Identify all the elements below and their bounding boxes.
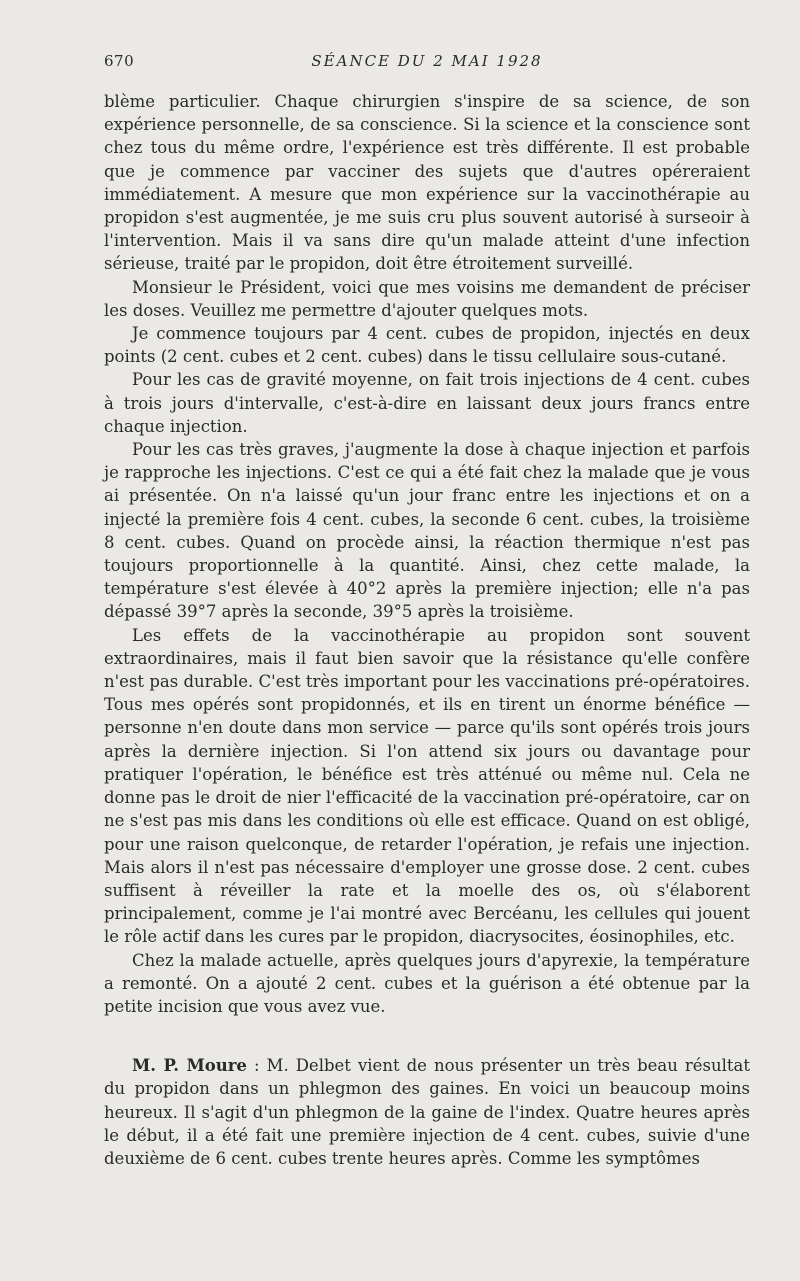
paragraph: Je commence toujours par 4 cent. cubes de propidon, injectés en deux points (2 cent. cubes et 2 cent. cubes) dans le tissu cellulaire sous-cutané. xyxy=(104,324,750,367)
page-header xyxy=(104,52,750,76)
paragraph: Chez la malade actuelle, après quelques jours d'apyrexie, la température a remonté. On a ajouté 2 cent. cubes et la guérison a été obtenue par la petite incision que vous avez vue. xyxy=(104,950,750,1016)
article-body xyxy=(104,90,750,1170)
paragraph-continuation: blème particulier. Chaque chirurgien s'inspire de sa science, de son expérience personnelle, de sa conscience. Si la science et la conscience sont chez tous du même ordre, l'expérience est très différente. Il est probable que je commence par vacciner des sujets que d'autres opéreraient immédiatement. A mesure que mon expérience sur la vaccinothérapie au propidon s'est augmentée, je me suis cru plus souvent autorisé à surseoir à l'intervention. Mais il va sans dire qu'un malade atteint d'une infection sérieuse, traité par le propidon, doit être étroitement surveillé. xyxy=(104,92,750,274)
paragraph: Pour les cas très graves, j'augmente la dose à chaque injection et parfois je rapproche les injections. C'est ce qui a été fait chez la malade que je vous ai présentée. On n'a laissé qu'un jour franc entre les injections et on a injecté la première fois 4 cent. cubes, la seconde 6 cent. cubes, la troisième 8 cent. cubes. Quand on procède ainsi, la réaction thermique n'est pas toujours proportionnelle à la quantité. Ainsi, chez cette malade, la température s'est élevée à 40°2 après la première injection; elle n'a pas dépassé 39°7 après la seconde, 39°5 après la troisième. xyxy=(104,440,750,622)
section-gap xyxy=(104,1018,750,1054)
page-number: 670 xyxy=(104,52,135,70)
intervention-paragraph xyxy=(104,1054,750,1170)
intervention-text: : M. Delbet vient de nous présenter un très beau résultat du propidon dans un phlegmon des gaines. En voici un beaucoup moins heureux. Il s'agit d'un phlegmon de la gaine de l'index. Quatre heures après le début, il a été fait une première injection de 4 cent. cubes, suivie d'une deuxième de 6 cent. cubes trente heures après. Comme les symptômes xyxy=(104,1056,750,1168)
paragraph: Les effets de la vaccinothérapie au propidon sont souvent extraordinaires, mais il faut bien savoir que la résistance qu'elle confère n'est pas durable. C'est très important pour les vaccinations pré-opératoires. Tous mes opérés sont propidonnés, et ils en tirent un énorme bénéfice — personne n'en doute dans mon service — parce qu'ils sont opérés trois jours après la dernière injection. Si l'on attend six jours ou davantage pour pratiquer l'opération, le bénéfice est très atténué ou même nul. Cela ne donne pas le droit de nier l'efficacité de la vaccination pré-opératoire, car on ne s'est pas mis dans les conditions où elle est efficace. Quand on est obligé, pour une raison quelconque, de retarder l'opération, je refais une injection. Mais alors il n'est pas nécessaire d'employer une grosse dose. 2 cent. cubes suffisent à réveiller la rate et la moelle des os, où s'élaborent principalement, comme je l'ai montré avec Bercéanu, les cellules qui jouent le rôle actif dans les cures par le propidon, diacrysocites, éosinophiles, etc. xyxy=(104,625,750,947)
speaker-name: M. P. Moure xyxy=(132,1056,247,1076)
running-title: SÉANCE DU 2 MAI 1928 xyxy=(311,52,543,70)
paragraph: Monsieur le Président, voici que mes voisins me demandent de préciser les doses. Veuillez me permettre d'ajouter quelques mots. xyxy=(104,277,750,320)
paragraph: Pour les cas de gravité moyenne, on fait trois injections de 4 cent. cubes à trois jours d'intervalle, c'est-à-dire en laissant deux jours francs entre chaque injection. xyxy=(104,370,750,436)
